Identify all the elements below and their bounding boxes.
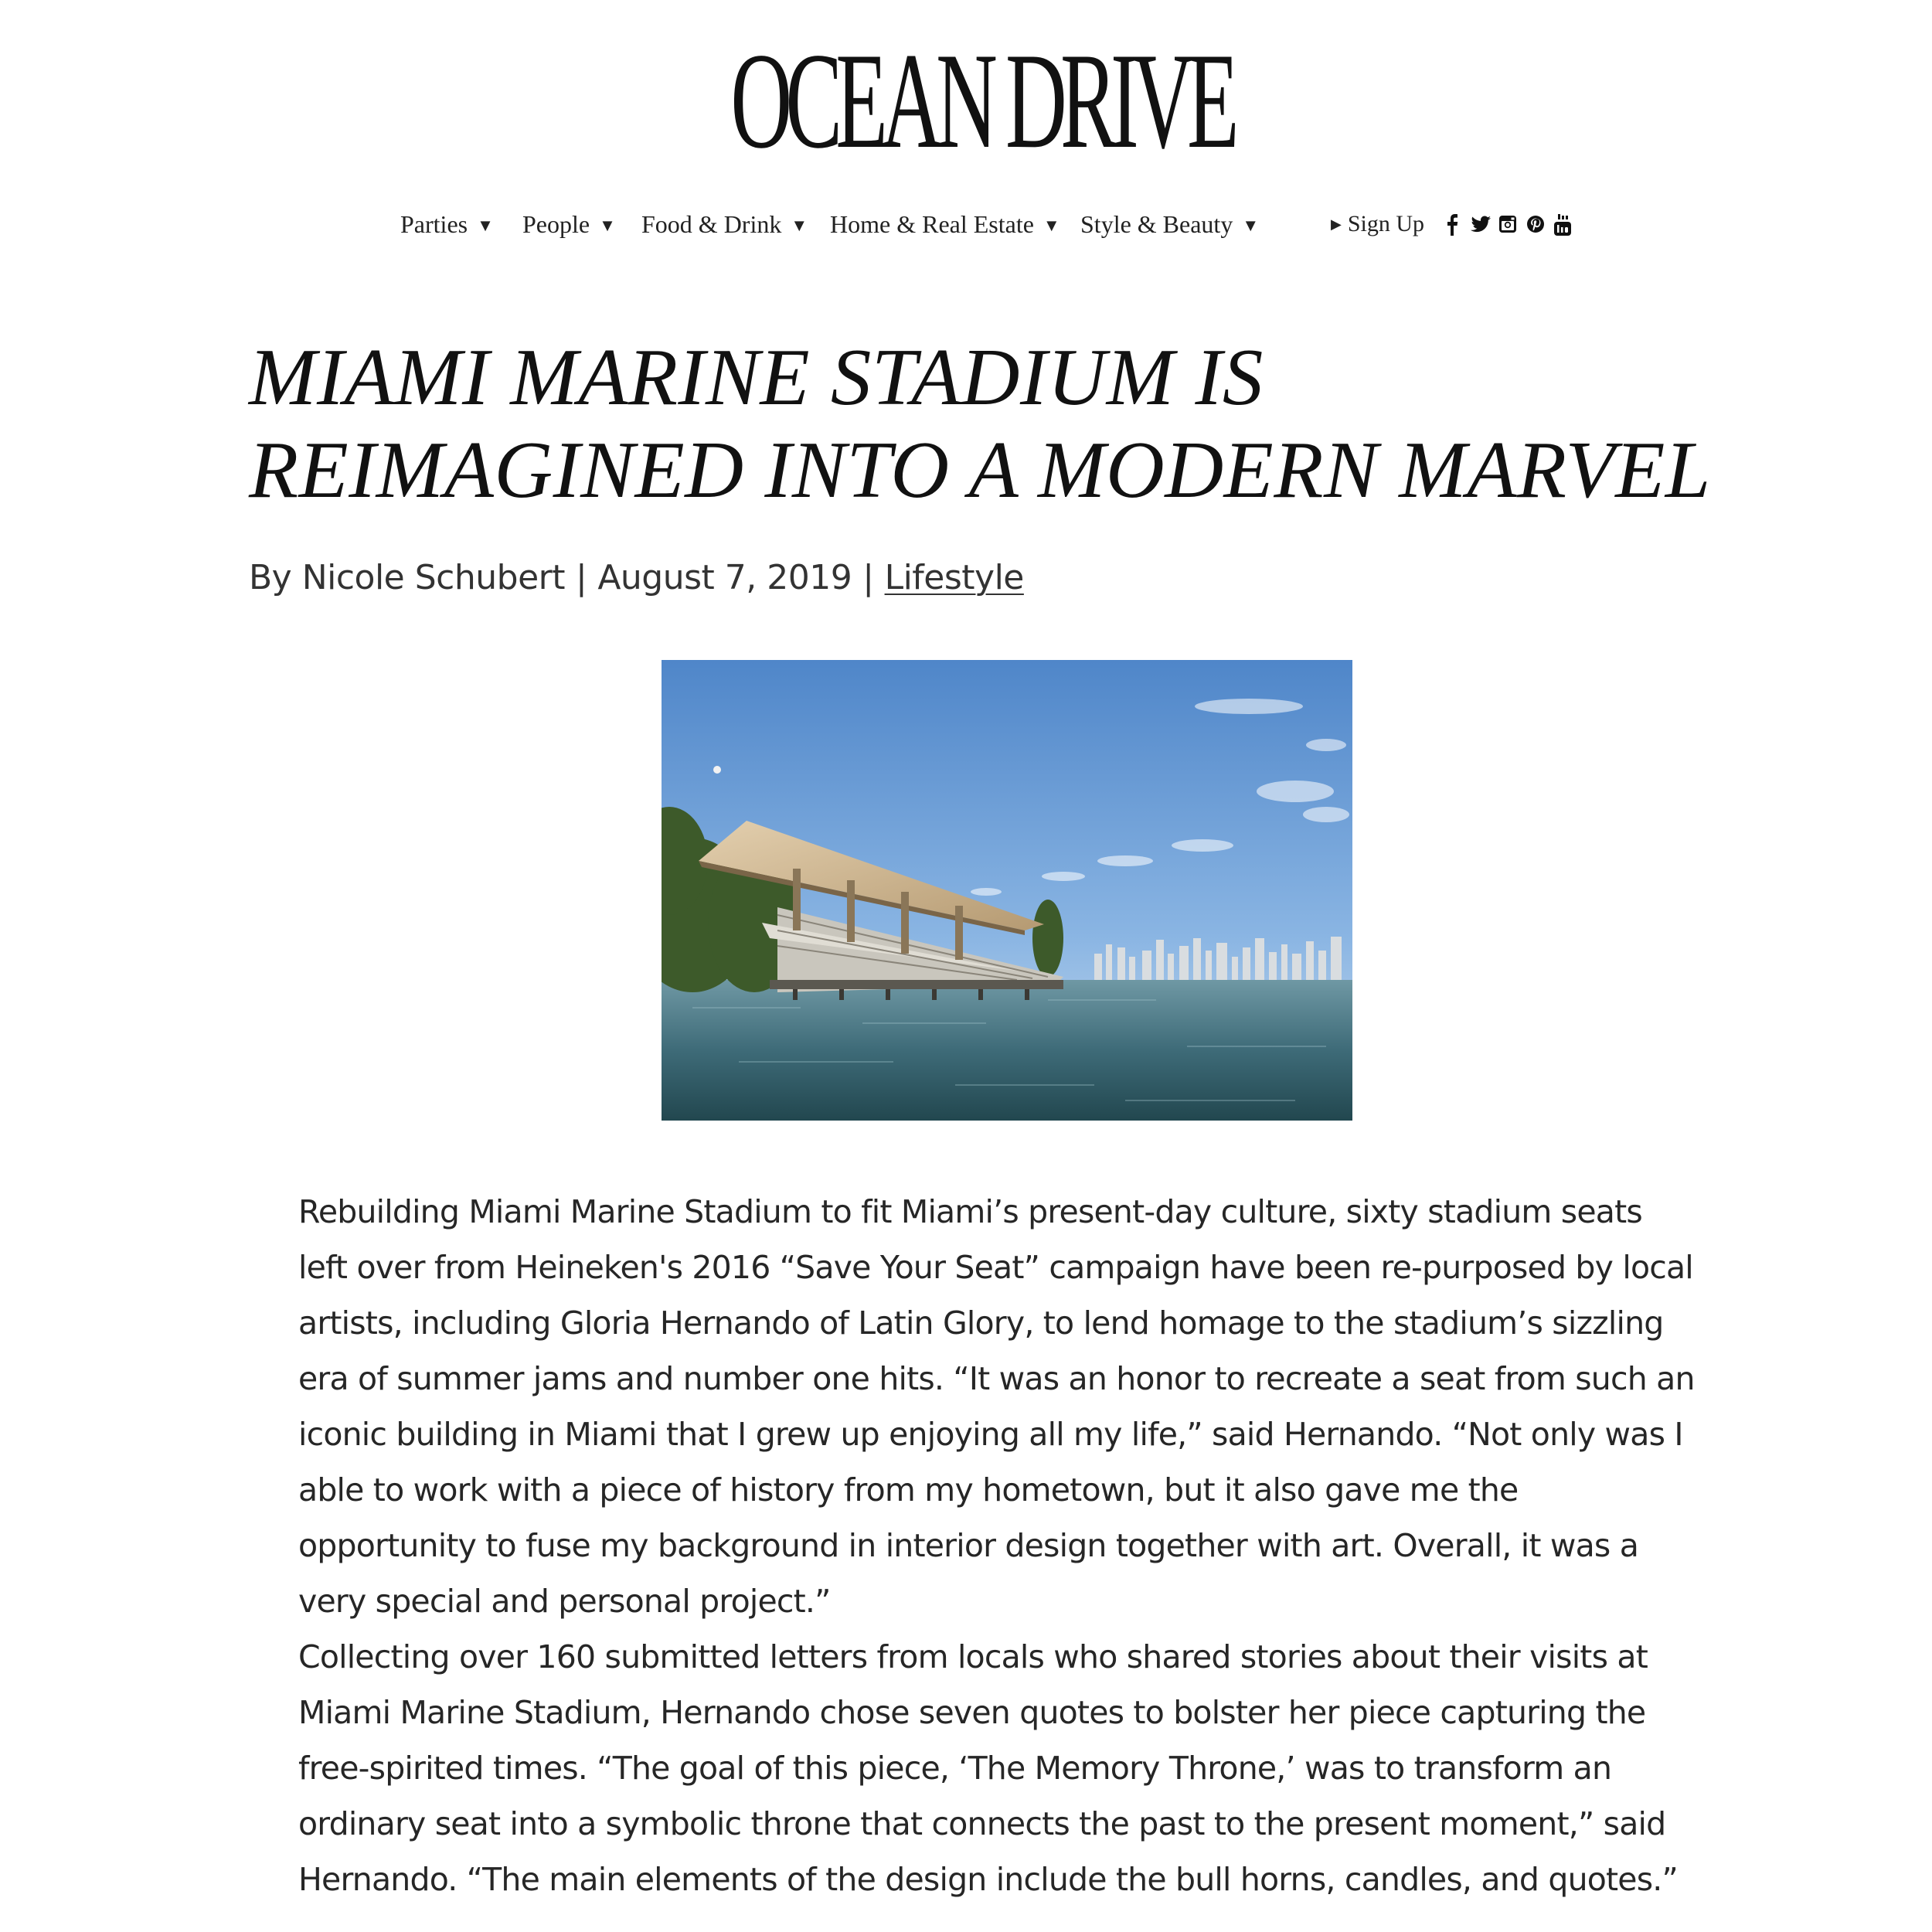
play-arrow-icon: ▶: [1331, 216, 1342, 232]
article-paragraph: Collecting over 160 submitted letters from locals who shared stories about their visits at Miami Marine Stadium, Hernando chose seven quotes to bolster her piece capturing the free-spirited times. “The goal of this piece, ‘The Memory Throne,’ was to transform an ordinary seat into a symbolic throne that connects the past to the present moment,” said Hernando. “The main elements of the design include the bull horns, candles, and quotes.”: [298, 1638, 1678, 1898]
byline-separator: |: [862, 558, 874, 597]
nav-item-people[interactable]: [522, 202, 616, 249]
byline-author: By Nicole Schubert: [249, 558, 565, 597]
nav-item-parties[interactable]: [400, 202, 494, 249]
nav-item-style-beauty[interactable]: [1080, 202, 1259, 249]
chevron-down-icon: ▼: [477, 216, 494, 235]
social-links: [1442, 212, 1573, 236]
nav-label: Style & Beauty: [1080, 210, 1233, 238]
nav-label: Food & Drink: [641, 210, 782, 238]
nav-label: People: [522, 210, 590, 238]
site-logo[interactable]: OCEAN DRIVE: [730, 24, 1233, 177]
article-byline: [249, 553, 1024, 603]
youtube-icon[interactable]: [1553, 213, 1573, 236]
nav-item-food-drink[interactable]: [641, 202, 808, 249]
category-link[interactable]: Lifestyle: [884, 558, 1024, 597]
chevron-down-icon: ▼: [1043, 216, 1060, 235]
pinterest-icon[interactable]: [1526, 213, 1546, 236]
article-paragraph: Rebuilding Miami Marine Stadium to fit Miami’s present-day culture, sixty stadium seats left over from Heineken's 2016 “Save Your Seat” campaign have been re-purposed by local artists, including Gloria Hernando of Latin Glory, to lend homage to the stadium’s sizzling era of summer jams and number one hits. “It was an honor to recreate a seat from such an iconic building in Miami that I grew up enjoying all my life,” said Hernando. “Not only was I able to work with a piece of history from my hometown, but it also gave me the opportunity to fuse my background in interior design together with art. Overall, it was a very special and personal project.”: [298, 1193, 1695, 1620]
nav-item-home-real-estate[interactable]: [830, 202, 1060, 249]
byline-date: August 7, 2019: [597, 558, 852, 597]
chevron-down-icon: ▼: [599, 216, 616, 235]
nav-label: Home & Real Estate: [830, 210, 1034, 238]
main-nav: [0, 202, 1932, 246]
signup-link[interactable]: [1331, 202, 1424, 248]
chevron-down-icon: ▼: [1242, 216, 1260, 235]
byline-separator: |: [575, 558, 587, 597]
hero-image: [662, 660, 1352, 1121]
signup-label: Sign Up: [1347, 211, 1425, 236]
nav-label: Parties: [400, 210, 468, 238]
facebook-icon[interactable]: [1442, 213, 1462, 236]
instagram-icon[interactable]: [1498, 213, 1518, 236]
twitter-icon[interactable]: [1470, 213, 1490, 236]
chevron-down-icon: ▼: [791, 216, 808, 235]
article-title: MIAMI MARINE STADIUM IS REIMAGINED INTO A MODERN MARVEL: [249, 332, 1711, 515]
